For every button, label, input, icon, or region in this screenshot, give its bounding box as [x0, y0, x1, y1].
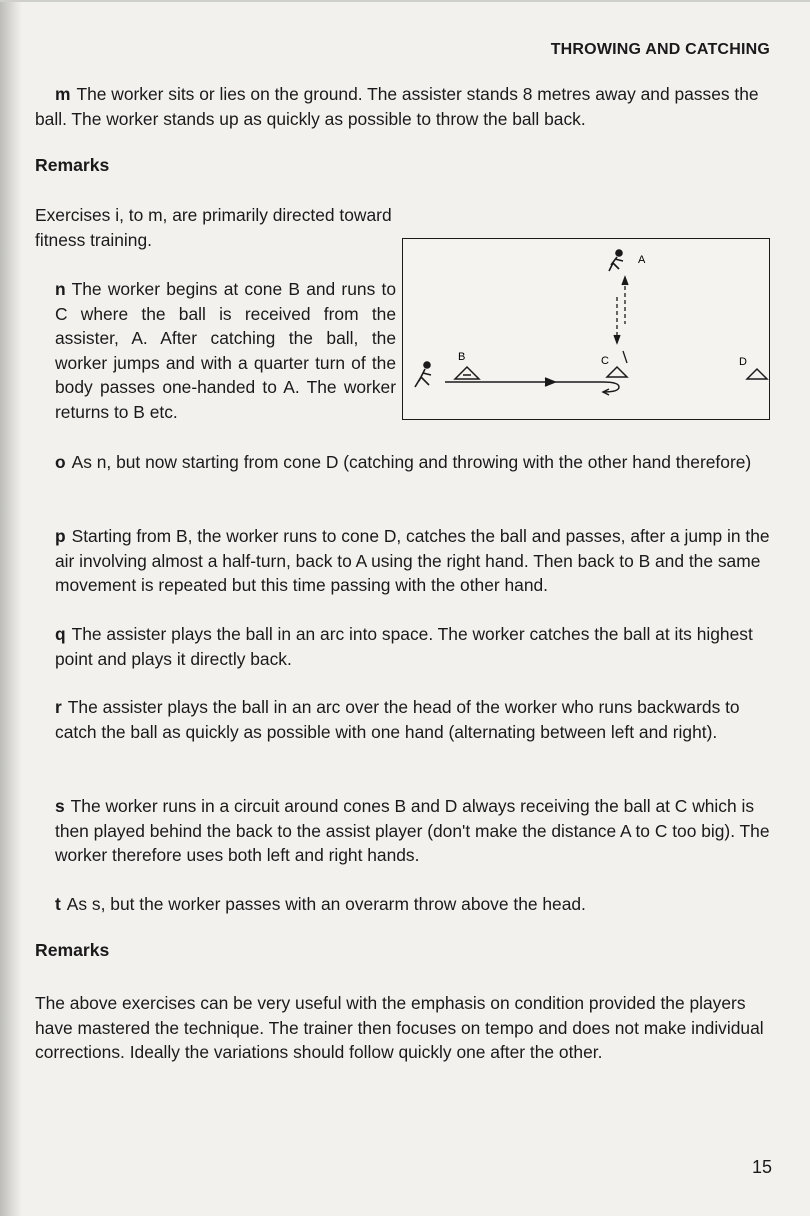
cone-d-icon	[747, 369, 767, 379]
page-gutter-shadow	[0, 0, 22, 1216]
exercise-s	[55, 794, 772, 868]
remarks-heading: Remarks	[35, 155, 110, 175]
remarks-text: Exercises i, to m, are primarily directed toward fitness training.	[35, 205, 392, 250]
assister-figure-icon	[609, 250, 623, 271]
exercise-m	[35, 82, 772, 131]
label-a: A	[638, 254, 646, 266]
exercise-letter: n	[55, 279, 66, 299]
pass-arrows-icon	[614, 277, 628, 363]
cone-b-icon	[455, 367, 479, 379]
exercise-t	[55, 892, 772, 917]
exercise-text: As s, but the worker passes with an overarm throw above the head.	[66, 894, 586, 914]
exercise-diagram	[402, 238, 770, 420]
run-arrow-icon	[445, 378, 619, 395]
exercise-letter: r	[55, 697, 62, 717]
exercise-text: The assister plays the ball in an arc over the head of the worker who runs backwards to catch the ball as quickly as possible with one hand (alternating between left and right).	[55, 697, 740, 742]
exercise-text: The worker sits or lies on the ground. The assister stands 8 metres away and passes the ball. The worker stands up as quickly as possible to throw the ball back.	[35, 84, 759, 129]
exercise-text: The worker begins at cone B and runs to C where the ball is received from the assister, A. After catching the ball, the worker jumps and with a quarter turn of the body passes one-handed to A. The worker returns to B etc.	[55, 279, 396, 422]
exercise-letter: o	[55, 452, 66, 472]
exercise-r	[55, 695, 772, 744]
remarks-text: The above exercises can be very useful with the emphasis on condition provided the players have mastered the technique. The trainer then focuses on tempo and does not make individual corrections. Ideally the variations should follow quickly one after the other.	[35, 993, 764, 1062]
label-c: C	[601, 355, 609, 367]
diagram-drawing	[403, 239, 769, 419]
exercise-letter: q	[55, 624, 66, 644]
exercise-text: As n, but now starting from cone D (catching and throwing with the other hand therefore)	[71, 452, 752, 472]
page-number: 15	[751, 1157, 772, 1177]
label-d: D	[739, 356, 747, 368]
exercise-letter: m	[55, 84, 71, 104]
exercise-q	[55, 622, 772, 671]
exercise-o	[55, 450, 772, 475]
exercise-text: The assister plays the ball in an arc into space. The worker catches the ball at its highest point and plays it directly back.	[55, 624, 753, 669]
top-edge	[0, 0, 810, 2]
cone-c-icon	[607, 367, 627, 377]
runner-figure-icon	[415, 362, 431, 387]
exercise-p	[55, 524, 772, 598]
exercise-text: The worker runs in a circuit around cones B and D always receiving the ball at C which is then played behind the back to the assist player (don't make the distance A to C too big). The worker therefore uses both left and right hands.	[55, 796, 770, 865]
exercise-text: Starting from B, the worker runs to cone D, catches the ball and passes, after a jump in the air involving almost a half-turn, back to A using the right hand. Then back to B and the same movement is repeated but this time passing with the other hand.	[55, 526, 770, 595]
label-b: B	[458, 351, 466, 363]
running-header: THROWING AND CATCHING	[550, 41, 770, 58]
exercise-n	[55, 277, 396, 424]
remarks-heading: Remarks	[35, 940, 110, 960]
exercise-letter: t	[55, 894, 61, 914]
exercise-letter: p	[55, 526, 66, 546]
exercise-letter: s	[55, 796, 65, 816]
